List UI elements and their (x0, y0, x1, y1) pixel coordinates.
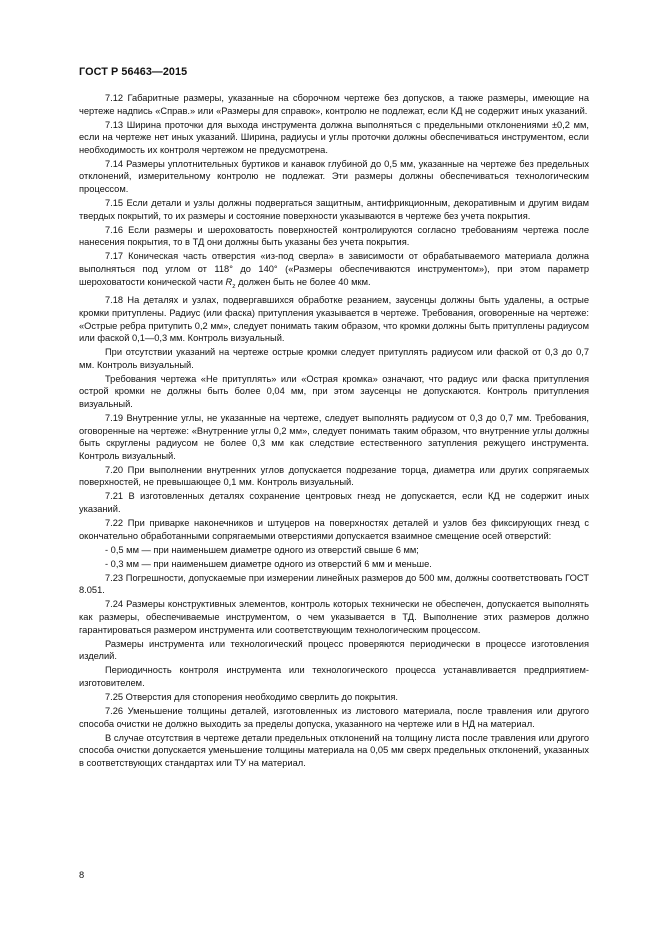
clause-7-18-para-3: Требования чертежа «Не притуплять» или «Острая кромка» означают, что радиус или фаска притупления острой кромки не должны быть более 0,04 мм, при этом заусенцы не допускаются. Контроль притупления визуальный. (79, 373, 589, 410)
clause-7-22: 7.22 При приварке наконечников и штуцеров на поверхностях деталей и узлов без фиксирующих гнезд с окончательно обработанными сопрягаемыми отверстиями допускается взаимное смещение осей отверстий: (79, 518, 589, 541)
clause-7-18: 7.18 На деталях и узлах, подвергавшихся обработке резанием, заусенцы должны быть удалены, а острые кромки притуплены. Радиус (или фаска) притупления указывается в чертеже. Требования, оговоренные на чертеже: «Острые ребра притупить 0,2 мм», следует понимать таким образом, что кромки должны быть притуплены радиусом или фаской 0,1—0,3 мм. Контроль визуальный. (79, 295, 589, 344)
roughness-symbol: $R_z$ (225, 276, 236, 290)
clause-7-18-para-2: При отсутствии указаний на чертеже острые кромки следует притуплять радиусом или фаской от 0,3 до 0,7 мм. Контроль визуальный. (79, 347, 589, 370)
clause-7-24-para-3: Периодичность контроля инструмента или технологического процесса устанавливается предприятием-изготовителем. (79, 665, 589, 688)
clause-7-25: 7.25 Отверстия для стопорения необходимо сверлить до покрытия. (105, 691, 398, 702)
clause-7-14: 7.14 Размеры уплотнительных буртиков и канавок глубиной до 0,5 мм, указанные на чертеже без предельных отклонений, измерительному контролю не подлежат. Эти размеры должны обеспечиваться технологическим процессом. (79, 158, 589, 195)
clause-7-17-text-after: должен быть не более 40 мкм. (235, 276, 371, 287)
clause-7-24: 7.24 Размеры конструктивных элементов, контроль которых технически не обеспечен, допускается выполнять как размеры, обеспечиваемые инструментом, о чем указывается в ТД. Выполнение этих размеров должно гарантироваться размером инструмента или соответствующим технологическим процессом. (79, 599, 589, 635)
clause-7-23: 7.23 Погрешности, допускаемые при измерении линейных размеров до 500 мм, должны соответствовать ГОСТ 8.051. (79, 572, 589, 596)
page-number: 8 (79, 870, 85, 880)
clause-7-13: 7.13 Ширина проточки для выхода инструмента должна выполняться с предельными отклонениями ±0,2 мм, если на чертеже нет иных указаний. Ширина, радиусы и углы проточки должны обеспечиваться инструментом, если необходимость их контроля чертежом не предусмотрена. (79, 119, 589, 155)
clause-7-19: 7.19 Внутренние углы, не указанные на чертеже, следует выполнять радиусом от 0,3 до 0,7 мм. Требования, оговоренные на чертеже: «Внутренние углы 0,2 мм», следует понимать таким образом, что внутренние углы должны быть скруглены радиусом не более 0,3 мм как следствие естественного затупления режущего инструмента. Контроль визуальный. (79, 413, 589, 461)
clause-7-26: 7.26 Уменьшение толщины деталей, изготовленных из листового материала, после травления или другого способа очистки не должно выходить за пределы допуска, указанного на чертеже или в НД на материал. (79, 705, 589, 729)
clause-7-17 (79, 250, 589, 293)
clause-7-22-item-1: - 0,5 мм — при наименьшем диаметре одного из отверстий свыше 6 мм; (105, 544, 419, 555)
clause-7-22-item-2: - 0,3 мм — при наименьшем диаметре одного из отверстий 6 мм и меньше. (105, 558, 432, 569)
clause-7-16: 7.16 Если размеры и шероховатость поверхностей контролируются согласно требованиям чертежа после нанесения покрытия, то в ТД они должны быть указаны без учета покрытия. (79, 224, 589, 248)
clause-7-24-para-2: Размеры инструмента или технологический процесс проверяются периодически в процессе изготовления изделий. (79, 638, 589, 662)
document-body (79, 92, 589, 771)
clause-7-26-para-2: В случае отсутствия в чертеже детали предельных отклонений на толщину листа после травления или другого способа очистки допускается уменьшение толщины материала на 0,05 мм сверх предельных отклонений, указанных в соответствующих стандартах или ТУ на материал. (79, 732, 589, 768)
clause-7-21: 7.21 В изготовленных деталях сохранение центровых гнезд не допускается, если КД не содержит иных указаний. (79, 491, 589, 515)
clause-7-17-text-before: 7.17 Коническая часть отверстия «из-под сверла» в зависимости от обрабатываемого материала должна выполняться под углом от 118° до 140° («Размеры обеспечиваются инструментом»), при этом параметр шероховатости конической части (79, 251, 589, 287)
document-header: ГОСТ Р 56463—2015 (79, 66, 188, 78)
clause-7-12: 7.12 Габаритные размеры, указанные на сборочном чертеже без допусков, а также размеры, имеющие на чертеже надпись «Справ.» или «Размеры для справок», контролю не подлежат, если КД не содержит иных указаний. (79, 93, 589, 116)
clause-7-20: 7.20 При выполнении внутренних углов допускается подрезание торца, диаметра или других сопрягаемых поверхностей, не превышающее 0,1 мм. Контроль визуальный. (79, 464, 589, 488)
clause-7-15: 7.15 Если детали и узлы должны подвергаться защитным, антифрикционным, декоративным и другим видам твердых покрытий, то их размеры и состояние поверхности указываются в чертеже без учета покрытия. (79, 198, 589, 221)
